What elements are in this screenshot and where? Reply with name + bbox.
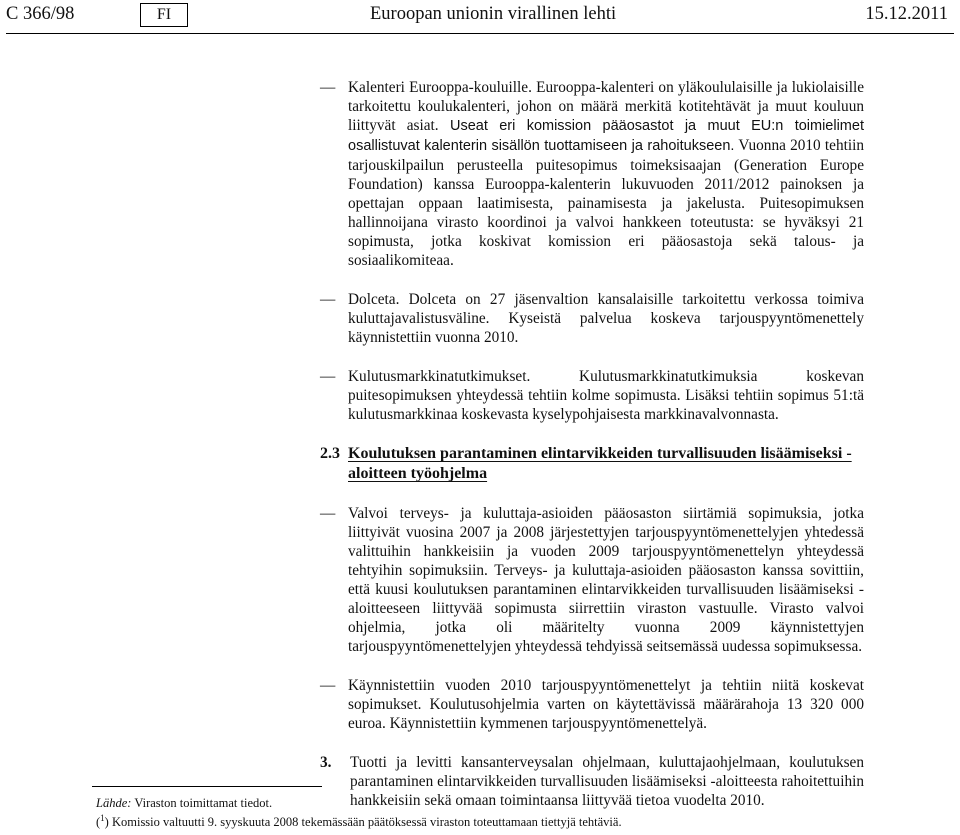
- main-content: [320, 78, 864, 810]
- paragraph: Dolceta. Dolceta on 27 jäsenvaltion kansalaisille tarkoitettu verkossa toimiva kuluttajavalistusväline. Kyseistä palvelua koskeva tarjouspyyntömenettely käynnistettiin vuonna 2010.: [348, 291, 864, 346]
- footnote-rule: [92, 786, 322, 787]
- list-item: [320, 290, 864, 347]
- dash-marker: —: [320, 368, 336, 385]
- section-title: Koulutuksen parantaminen elintarvikkeiden turvallisuuden lisäämiseksi -aloitteen työohjelma: [348, 445, 852, 482]
- publication-date: 15.12.2011: [865, 4, 948, 24]
- list-item: [320, 676, 864, 733]
- source-note: [96, 796, 916, 811]
- paragraph: Käynnistettiin vuoden 2010 tarjouspyyntömenettelyt ja tehtiin niitä koskevat sopimukset. Koulutusohjelmia varten on käytettävissä määrärahoja 13 320 000 euroa. Käynnistettiin kymmenen tarjouspyyntömenettelyä.: [348, 677, 864, 732]
- paragraph: Kulutusmarkkinatutkimukset. Kulutusmarkkinatutkimuksia koskevan puitesopimuksen yhteydessä tehtiin kolme sopimusta. Lisäksi tehtiin sopimus 51:tä kulutusmarkkinaa koskevasta kyselypohjaisesta markkinavalvonnasta.: [348, 368, 864, 423]
- dash-marker: —: [320, 505, 336, 522]
- point-number: 3.: [320, 754, 332, 771]
- paragraph: [348, 78, 864, 270]
- footnote: [96, 811, 916, 830]
- footnote-text: Komissio valtuutti 9. syyskuuta 2008 tekemässään päätöksessä viraston toteuttamaan tiettyjä tehtäviä.: [108, 815, 622, 830]
- text-run: Vuonna 2010 tehtiin tarjouskilpailun perusteella puitesopimus toimeksisaajan (Generation Europe Foundation) kanssa Eurooppa-kalenterin lukuvuoden 2011/2012 painoksen ja opettajan oppaan laatimisesta, painamisesta ja jakelusta. Puitesopimuksen hallinnoijana virasto koordinoi ja valvoi hankkeen toteutusta: se hyväksyi 21 sopimusta, jotka koskivat komission eri pääosastoja sekä talous- ja sosiaalikomiteaa.: [348, 137, 865, 269]
- dash-marker: —: [320, 677, 336, 694]
- language-box: FI: [140, 3, 188, 27]
- paragraph: Tuotti ja levitti kansanterveysalan ohjelmaan, kuluttajaohjelmaan, koulutuksen parantaminen elintarvikkeiden turvallisuuden lisäämiseksi -aloitteesta rahoitettuihin hankkeisiin sekä omaan toimintaansa liittyvää tietoa vuodelta 2010.: [350, 754, 864, 809]
- list-item: [320, 367, 864, 424]
- paragraph: Valvoi terveys- ja kuluttaja-asioiden pääosaston siirtämiä sopimuksia, jotka liittyivät vuosina 2007 ja 2008 järjestettyjen tarjouspyyntömenettelyjen yhtedessä valittuihin hankkeisiin ja vuoden 2009 tarjouspyyntömenettelyn yhteydessä tehtyihin sopimuksiin. Terveys- ja kuluttaja-asioiden pääosaston kanssa sovittiin, että kuusi koulutuksen parantaminen elintarvikkeiden turvallisuuden lisäämiseksi -aloitteeseen liittyvää sopimusta siirrettiin viraston vastuulle. Virasto valvoi ohjelmia, jotka oli määritelty vuonna 2009 käynnistettyjen tarjouspyyntömenettelyjen yhteydessä tehdyissä seitsemässä uudessa sopimuksessa.: [348, 505, 864, 655]
- section-number: 2.3: [320, 445, 340, 462]
- section-heading: [320, 444, 864, 484]
- list-item: [320, 504, 864, 656]
- source-label: Lähde:: [96, 796, 132, 810]
- list-item: [320, 78, 864, 270]
- footnote-paren: (: [96, 815, 101, 830]
- journal-title: Euroopan unionin virallinen lehti: [370, 4, 617, 24]
- page-header: [6, 3, 954, 29]
- header-rule: [6, 33, 954, 34]
- text-run-sans: Useat eri komission pääosastot ja muut EU:n toimielimet osallistuvat kalenterin sisällön tuottamiseen ja rahoitukseen.: [348, 118, 864, 154]
- footnote-paren: ): [104, 815, 109, 830]
- footnote-number: 1: [100, 813, 105, 823]
- journal-reference: C 366/98: [6, 4, 75, 24]
- source-text: Viraston toimittamat tiedot.: [131, 796, 273, 810]
- text-run: Kalenteri Eurooppa-kouluille. Eurooppa-kalenteri on yläkoululaisille ja lukiolaisille tarkoitettu koulukalenteri, johon on määrä merkitä kotitehtävät ja muut kouluun liittyvät asiat.: [348, 79, 864, 134]
- dash-marker: —: [320, 291, 336, 308]
- dash-marker: —: [320, 79, 336, 96]
- notes-area: [96, 796, 916, 830]
